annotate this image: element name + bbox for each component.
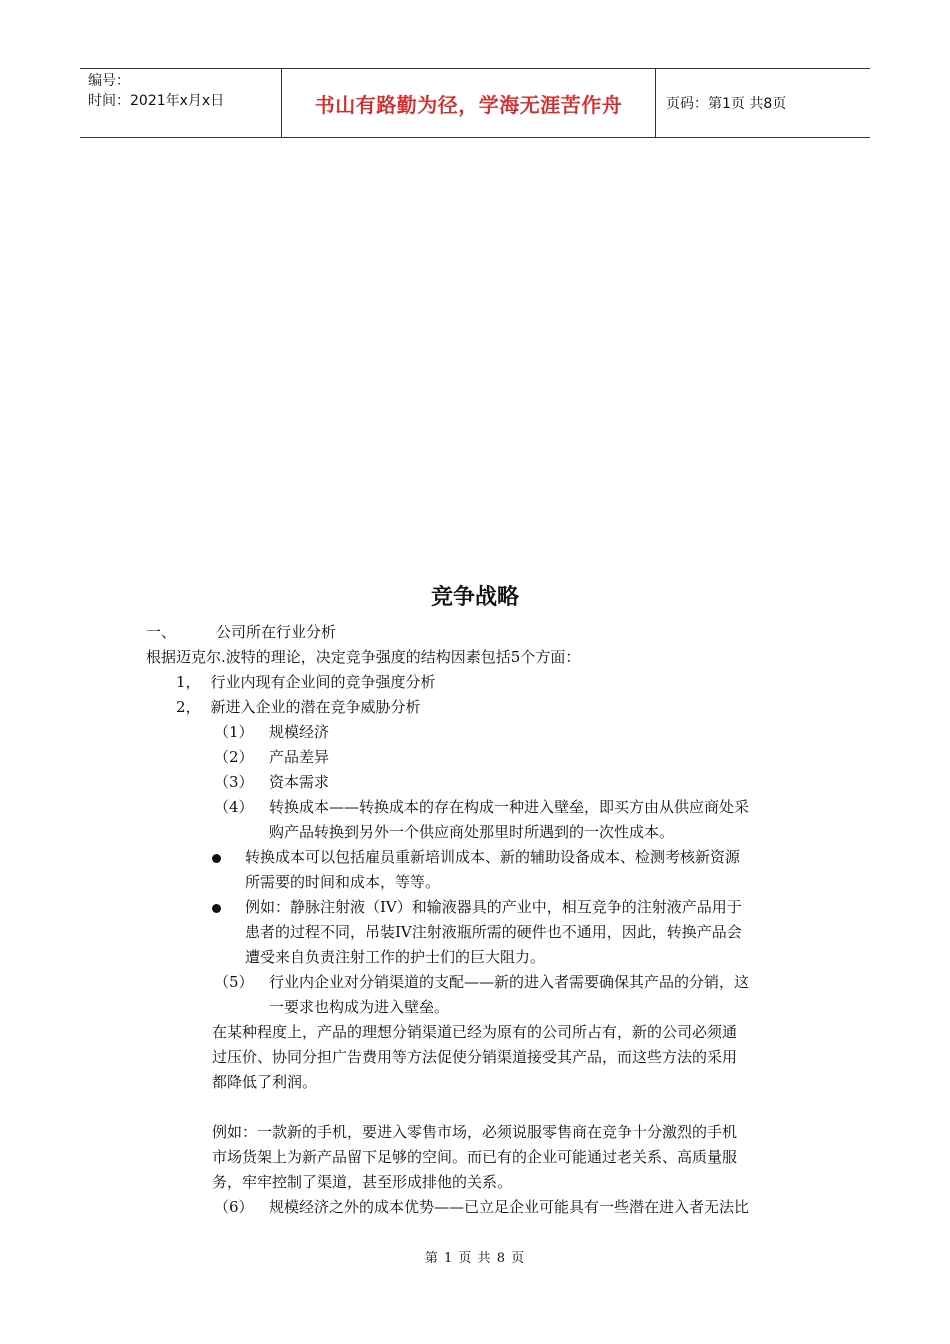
sub-marker: （2）: [214, 748, 254, 766]
sub-text-continuation: 一要求也构成为进入壁垒。: [269, 998, 450, 1016]
intro-paragraph: 根据迈克尔.波特的理论，决定竞争强度的结构因素包括5个方面：: [146, 648, 581, 666]
sub-text: 规模经济: [269, 723, 330, 741]
paragraph-line: 市场货架上为新产品留下足够的空间。而已有的企业可能通过老关系、高质量服: [212, 1148, 738, 1166]
sub-text: 行业内企业对分销渠道的支配——新的进入者需要确保其产品的分销，这: [269, 973, 750, 991]
bullet-text: 遭受来自负责注射工作的护士们的巨大阻力。: [245, 948, 546, 966]
time-label: 时间：2021年x月x日: [88, 93, 225, 109]
document-title: 竞争战略: [430, 585, 519, 610]
list-marker: 2，: [176, 698, 201, 716]
page-header: [80, 68, 870, 138]
bullet-text: 转换成本可以包括雇员重新培训成本、新的辅助设备成本、检测考核新资源: [245, 848, 741, 866]
page-footer: 第 1 页 共 8 页: [424, 1251, 526, 1266]
header-meta: [80, 69, 282, 137]
sub-text: 规模经济之外的成本优势——已立足企业可能具有一些潜在进入者无法比: [269, 1198, 750, 1216]
list-text: 新进入企业的潜在竞争威胁分析: [210, 698, 421, 716]
sub-marker: （4）: [214, 798, 254, 816]
sub-item: [214, 1195, 749, 1220]
sub-marker: （1）: [214, 723, 254, 741]
list-text: 行业内现有企业间的竞争强度分析: [210, 673, 436, 691]
bullet-dot-icon: [212, 854, 221, 863]
sub-text: 产品差异: [269, 748, 330, 766]
sub-item: [214, 770, 329, 795]
sub-item: [214, 720, 329, 745]
list-item: [176, 670, 436, 695]
sub-marker: （5）: [214, 973, 254, 991]
header-motto: 书山有路勤为径，学海无涯苦作舟: [282, 69, 656, 137]
number-label: 编号：: [88, 73, 130, 89]
list-item: [176, 695, 421, 720]
sub-text: 转换成本——转换成本的存在构成一种进入壁垒，即买方由从供应商处采: [269, 798, 750, 816]
sub-item: [214, 795, 749, 820]
sub-text: 资本需求: [269, 773, 330, 791]
sub-marker: （3）: [214, 773, 254, 791]
sub-item: [214, 970, 749, 995]
sub-item: [214, 745, 329, 770]
paragraph-line: 务，牢牢控制了渠道，甚至形成排他的关系。: [212, 1173, 513, 1191]
section-marker: 一、: [146, 623, 177, 641]
bullet-text: 所需要的时间和成本，等等。: [245, 873, 441, 891]
list-marker: 1，: [176, 673, 201, 691]
section-text: 公司所在行业分析: [216, 623, 337, 641]
paragraph-line: 都降低了利润。: [212, 1073, 318, 1091]
bullet-dot-icon: [212, 904, 221, 913]
paragraph-line: 在某种程度上，产品的理想分销渠道已经为原有的公司所占有，新的公司必须通: [212, 1023, 738, 1041]
sub-marker: （6）: [214, 1198, 254, 1216]
header-page-info: 页码：第1页 共8页: [666, 96, 787, 112]
bullet-text: 患者的过程不同，吊装IV注射液瓶所需的硬件也不通用，因此，转换产品会: [245, 923, 742, 941]
paragraph-line: 例如：一款新的手机，要进入零售市场，必须说服零售商在竞争十分激烈的手机: [212, 1123, 738, 1141]
paragraph-line: 过压价、协同分担广告费用等方法促使分销渠道接受其产品，而这些方法的采用: [212, 1048, 738, 1066]
sub-text-continuation: 购产品转换到另外一个供应商处那里时所遇到的一次性成本。: [269, 823, 675, 841]
bullet-text: 例如：静脉注射液（IV）和输液器具的产业中，相互竞争的注射液产品用于: [245, 898, 742, 916]
section-heading: [146, 620, 336, 645]
